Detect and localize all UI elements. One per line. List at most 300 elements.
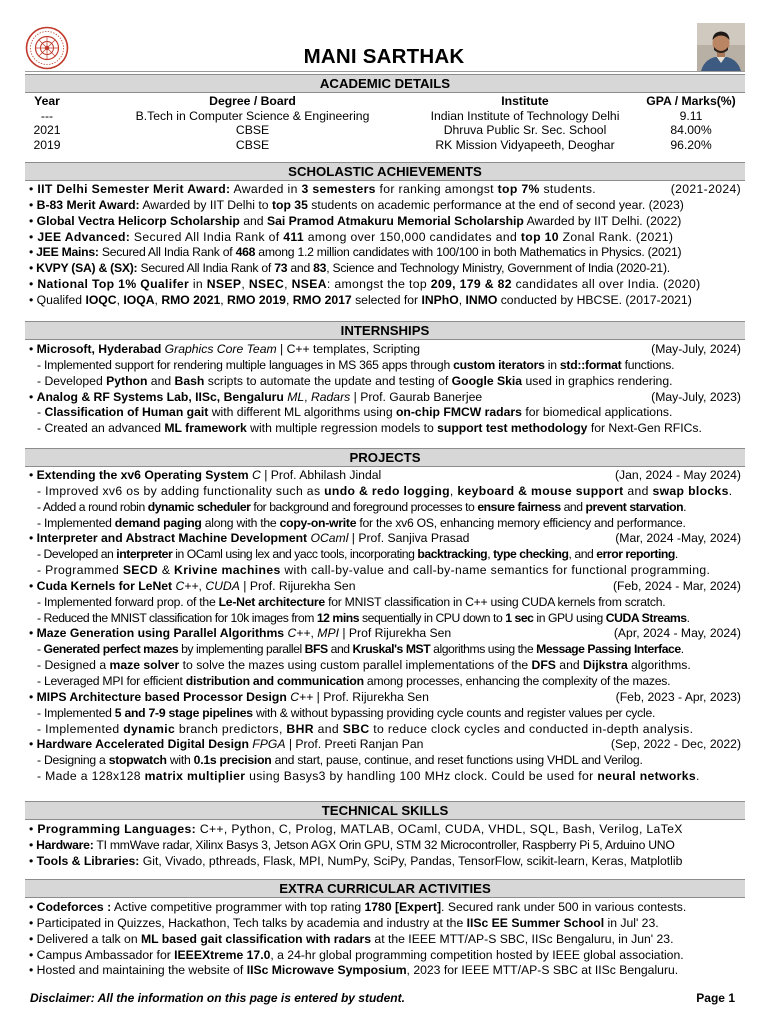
list-item-detail — [29, 674, 741, 690]
text-run: - Developed an — [37, 547, 117, 562]
text-run: neural networks — [597, 769, 697, 784]
text-run: type checking — [493, 547, 569, 562]
text-run: JEE Mains: — [36, 245, 99, 260]
page-number: Page 1 — [696, 991, 735, 1005]
text-run: - — [37, 405, 45, 420]
list-item — [29, 214, 741, 230]
text-run: to solve the mazes using custom parallel implementations of the — [179, 658, 532, 673]
text-run: algorithms. — [627, 658, 691, 673]
text-run: Awarded by IIT Delhi. (2022) — [523, 213, 682, 228]
text-run: and — [623, 483, 653, 498]
bullet-icon: • — [29, 531, 37, 546]
text-run: - Implemented support for rendering multiple languages in MS 365 apps through — [37, 357, 454, 372]
list-item-detail — [29, 753, 741, 769]
list-item — [29, 737, 741, 753]
text-run: 209, 179 & 82 — [430, 277, 512, 292]
header-divider — [25, 71, 745, 72]
text-run: Programming Languages: — [37, 822, 197, 836]
list-item — [29, 245, 741, 261]
text-run: , — [285, 292, 293, 307]
bullet-icon: • — [29, 578, 37, 593]
list-item-detail — [29, 516, 741, 532]
text-run: undo & redo logging — [324, 483, 450, 498]
header-degree: Degree / Board — [209, 94, 296, 108]
section-extra-curricular: EXTRA CURRICULAR ACTIVITIES — [25, 879, 745, 898]
text-run: Kruskal's MST — [352, 642, 431, 657]
text-run: TI mmWave radar, Xilinx Basys 3, Jetson AGX Orin GPU, STM 32 Microcontroller, Raspberry Pi 5, Arduino UNO — [93, 837, 675, 852]
text-run: , — [449, 483, 458, 498]
text-run: FPGA — [252, 737, 286, 752]
list-item — [29, 230, 741, 246]
bullet-icon: • — [29, 947, 37, 962]
text-run: with & without bypassing providing cycle counts and register values per cycle. — [252, 705, 656, 720]
text-run: - Designing a — [37, 753, 109, 768]
list-item — [29, 838, 741, 854]
text-run: for Next-Gen RFICs. — [587, 421, 702, 436]
candidate-name: MANI SARTHAK — [303, 45, 465, 68]
text-run: Bash — [174, 373, 205, 388]
bullet-icon: • — [29, 468, 37, 482]
text-run: KVPY (SA) & (SX): — [36, 261, 138, 276]
list-item — [29, 626, 741, 642]
date-range: (Jan, 2024 - May 2024) — [614, 468, 741, 482]
text-run: C++, Python, C, Prolog, MATLAB, OCaml, CUDA, VHDL, SQL, Bash, Verilog, LaTeX — [196, 822, 683, 836]
text-run: - Implemented — [37, 705, 115, 720]
list-item-detail — [29, 722, 741, 738]
text-run: - — [37, 642, 44, 657]
text-run: Codeforces : — [36, 900, 112, 914]
list-item-detail — [29, 563, 741, 579]
text-run: 83 — [313, 261, 327, 276]
text-run: - Made a 128x128 — [37, 769, 145, 784]
text-run: - Implemented — [37, 515, 115, 530]
text-run: Hardware: — [36, 837, 94, 852]
text-run: with — [166, 753, 194, 768]
text-run: | Prof Rijurekha Sen — [338, 626, 452, 641]
internship-list — [29, 342, 741, 437]
list-item — [29, 182, 741, 198]
text-run: IOQA — [123, 292, 155, 307]
section-internships: INTERNSHIPS — [25, 321, 745, 340]
text-run: Git, Vivado, pthreads, Flask, MPI, NumPy, SciPy, Pandas, TensorFlow, scikit-learn, Keras, Matplotlib — [139, 853, 683, 868]
bullet-icon: • — [29, 292, 37, 307]
text-run: | Prof. Rijurekha Sen — [313, 689, 429, 704]
scholastic-list — [29, 182, 741, 309]
text-run: - Designed a — [37, 658, 110, 673]
text-run: Sai Pramod Atmakuru Memorial Scholarship — [266, 213, 524, 228]
text-run: and — [287, 261, 314, 276]
text-run: National Top 1% Qualifer — [37, 277, 190, 292]
text-run: branch predictors, — [175, 721, 287, 736]
date-range: (Apr, 2024 - May, 2024) — [613, 626, 741, 641]
text-run: . — [696, 769, 700, 784]
text-run: 0.1s precision — [193, 753, 272, 768]
text-run: RMO 2017 — [292, 292, 352, 307]
text-run: used in graphics rendering. — [522, 373, 673, 388]
text-run: , — [304, 389, 311, 404]
text-run: and — [313, 721, 343, 736]
text-run: C++ — [287, 626, 311, 641]
date-range: (Sep, 2022 - Dec, 2022) — [610, 737, 741, 752]
list-item — [29, 948, 741, 964]
header-institute: Institute — [501, 94, 549, 108]
list-item-detail — [29, 500, 741, 516]
text-run: students on academic performance at the end of second year. (2023) — [307, 197, 684, 212]
text-run: | Prof. Preeti Ranjan Pan — [285, 737, 424, 752]
text-run: at the IEEE MTT/AP-S SBC, IISc Bengaluru, in Jun' 23. — [371, 931, 674, 946]
text-run: ensure fairness — [477, 499, 561, 514]
list-item-detail — [29, 706, 741, 722]
text-run: support test methodology — [437, 421, 588, 436]
text-run: C++ — [290, 689, 314, 704]
year-cell: 2019 — [33, 137, 61, 152]
text-run: - Added a round robin — [37, 499, 148, 514]
bullet-icon: • — [29, 689, 37, 704]
section-scholastic-achievements: SCHOLASTIC ACHIEVEMENTS — [25, 162, 745, 181]
text-run: , a 24-hr global programming competition hosted by IEEE global association. — [270, 947, 684, 962]
list-item-detail — [29, 658, 741, 674]
date-range: (2021-2024) — [670, 182, 741, 196]
bullet-icon: • — [29, 261, 37, 276]
list-item-detail — [29, 358, 741, 374]
text-run: RMO 2019 — [227, 292, 286, 307]
bullet-icon: • — [29, 931, 37, 946]
text-run: error reporting — [596, 547, 675, 562]
list-item-detail — [29, 484, 741, 500]
text-run: SBC — [342, 721, 370, 736]
text-run: 411 — [283, 229, 304, 244]
text-run: | Prof. Rijurekha Sen — [239, 578, 356, 593]
institute-cell: Indian Institute of Technology Delhi — [430, 108, 620, 123]
text-run: ML framework — [164, 421, 247, 436]
text-run: : amongst the top — [326, 277, 431, 292]
degree-cell: CBSE — [235, 123, 270, 138]
text-run: Le-Net architecture — [218, 594, 325, 609]
text-run: backtracking — [417, 547, 488, 562]
header-year: Year — [34, 94, 60, 108]
gpa-cell: 96.20% — [670, 137, 712, 152]
text-run: Participated in Quizzes, Hackathon, Tech talks by academia and industry at the — [36, 915, 467, 930]
text-run: algorithms using the — [430, 642, 537, 657]
list-item-detail — [29, 421, 741, 437]
text-run: top 10 — [520, 229, 559, 244]
list-item — [29, 963, 741, 979]
text-run: in GPU using — [533, 610, 606, 625]
text-run: with call-by-value and call-by-name semantics for functional programming. — [280, 563, 711, 578]
list-item — [29, 854, 741, 870]
section-projects: PROJECTS — [25, 448, 745, 467]
text-run: - Developed — [37, 373, 107, 388]
text-run: NSEP — [206, 277, 242, 292]
text-run: B-83 Merit Award: — [36, 197, 140, 212]
text-run: CUDA — [205, 578, 240, 593]
bullet-icon: • — [29, 389, 37, 404]
text-run: for MNIST classification in C++ using CUDA kernels from scratch. — [324, 594, 666, 609]
text-run: ML — [287, 389, 305, 404]
text-run: Krivine machines — [174, 563, 281, 578]
list-item — [29, 579, 741, 595]
bullet-icon: • — [29, 277, 38, 292]
institute-cell: Dhruva Public Sr. Sec. School — [443, 123, 607, 138]
degree-cell: CBSE — [235, 137, 270, 152]
text-run: IISc EE Summer School — [466, 915, 605, 930]
list-item-detail — [29, 374, 741, 390]
list-item — [29, 822, 741, 838]
text-run: conducted by HBCSE. (2017-2021) — [497, 292, 692, 307]
text-run: along with the — [201, 515, 280, 530]
text-run: for ranking amongst — [375, 182, 498, 196]
list-item-detail — [29, 642, 741, 658]
text-run: interpreter — [116, 547, 173, 562]
text-run: Message Passing Interface — [536, 642, 681, 657]
text-run: top 7% — [497, 182, 540, 196]
list-item — [29, 932, 741, 948]
text-run: 3 semesters — [301, 182, 376, 196]
text-run: top 35 — [271, 197, 308, 212]
list-item — [29, 900, 741, 916]
text-run: , and — [568, 547, 597, 562]
text-run: in — [189, 277, 207, 292]
text-run: , — [220, 292, 228, 307]
list-item — [29, 342, 741, 358]
text-run: - Created an advanced — [37, 421, 165, 436]
text-run: Microsoft, Hyderabad — [36, 342, 162, 356]
degree-cell: B.Tech in Computer Science & Engineering — [135, 108, 370, 123]
bullet-icon: • — [29, 963, 37, 978]
text-run: maze solver — [109, 658, 180, 673]
text-run: Maze Generation using Parallel Algorithms — [36, 626, 285, 641]
text-run: 1780 [Expert] — [364, 900, 442, 914]
bullet-icon: • — [29, 182, 38, 196]
academic-row — [25, 123, 745, 138]
text-run: - Reduced the MNIST classification for 10k images from — [37, 610, 317, 625]
text-run: Secured All India Rank of — [137, 261, 275, 276]
text-run: Hardware Accelerated Digital Design — [36, 737, 249, 752]
text-run: dynamic — [123, 721, 176, 736]
text-run: on-chip FMCW radars — [395, 405, 522, 420]
text-run: - Programmed — [37, 563, 123, 578]
text-run: , — [116, 292, 124, 307]
text-run: BHR — [286, 721, 314, 736]
text-run: by implementing parallel — [178, 642, 305, 657]
institute-cell: RK Mission Vidyapeeth, Deoghar — [435, 137, 615, 152]
gpa-cell: 84.00% — [670, 123, 712, 138]
text-run: dynamic scheduler — [147, 499, 251, 514]
disclaimer: Disclaimer: All the information on this page is entered by student. — [30, 991, 405, 1005]
list-item — [29, 468, 741, 484]
text-run: sequentially in CPU down to — [359, 610, 506, 625]
text-run: CUDA Streams — [605, 610, 687, 625]
text-run: | Prof. Gaurab Banerjee — [350, 389, 483, 404]
text-run: Awarded in — [230, 182, 302, 196]
text-run: keyboard & mouse support — [457, 483, 624, 498]
list-item-detail — [29, 595, 741, 611]
text-run: , — [310, 626, 318, 641]
text-run: , — [284, 277, 292, 292]
date-range: (Mar, 2024 -May, 2024) — [615, 531, 741, 546]
text-run: functions. — [621, 357, 675, 372]
text-run: stopwatch — [108, 753, 167, 768]
text-run: IIT Delhi Semester Merit Award: — [37, 182, 231, 196]
text-run: Analog & RF Systems Lab, IISc, Bengaluru — [36, 389, 284, 404]
date-range: (Feb, 2023 - Apr, 2023) — [615, 689, 741, 704]
text-run: - Implemented forward prop. of the — [37, 594, 219, 609]
list-item — [29, 293, 741, 309]
bullet-icon: • — [29, 737, 37, 752]
text-run: and — [560, 499, 586, 514]
text-run: | Prof. Abhilash Jindal — [260, 468, 382, 482]
text-run: and — [555, 658, 584, 673]
text-run: using Basys3 by handling 100 MHz clock. Could be used for — [245, 769, 598, 784]
text-run: RMO 2021 — [161, 292, 221, 307]
text-run: . — [674, 547, 678, 562]
bullet-icon: • — [29, 213, 37, 228]
text-run: OCaml — [310, 531, 349, 546]
text-run: Google Skia — [451, 373, 523, 388]
text-run: among 1.2 million candidates with 100/100 in both Mathematics in Physics. (2021) — [255, 245, 682, 260]
text-run: . — [686, 610, 690, 625]
bullet-icon: • — [29, 197, 37, 212]
text-run: . — [728, 483, 733, 498]
text-run: std::format — [559, 357, 622, 372]
text-run: for biomedical applications. — [521, 405, 673, 420]
text-run: 73 — [274, 261, 288, 276]
text-run: , 2023 for IEEE MTT/AP-S SBC at IISc Bengaluru. — [406, 963, 679, 978]
text-run: Graphics Core Team — [164, 342, 277, 356]
text-run: Delivered a talk on — [36, 931, 141, 946]
text-run: - Improved xv6 os by adding functionality such as — [37, 483, 325, 498]
text-run: students. — [539, 182, 597, 196]
skills-list — [29, 822, 741, 870]
section-technical-skills: TECHNICAL SKILLS — [25, 801, 745, 820]
list-item-detail — [29, 769, 741, 785]
bullet-icon: • — [29, 915, 37, 930]
text-run: among over 150,000 candidates and — [303, 229, 521, 244]
text-run: custom iterators — [453, 357, 545, 372]
text-run: Python — [106, 373, 148, 388]
text-run: C++ — [175, 578, 199, 593]
text-run: & — [158, 563, 175, 578]
bullet-icon: • — [29, 245, 37, 260]
text-run: - Leveraged MPI for efficient — [37, 673, 186, 688]
text-run: copy-on-write — [279, 515, 357, 530]
project-list — [29, 468, 741, 785]
text-run: Generated perfect mazes — [43, 642, 179, 657]
text-run: , Science and Technology Ministry, Government of India (2020-21). — [326, 261, 670, 276]
text-run: and start, pause, continue, and reset functions using VHDL and Verilog. — [271, 753, 643, 768]
text-run: | Prof. Sanjiva Prasad — [348, 531, 470, 546]
list-item — [29, 277, 741, 293]
list-item-detail — [29, 405, 741, 421]
text-run: Interpreter and Abstract Machine Development — [36, 531, 308, 546]
text-run: among processes, enhancing the complexity of the mazes. — [363, 673, 671, 688]
academic-header-row — [25, 94, 745, 109]
text-run: with different ML algorithms using — [208, 405, 396, 420]
text-run: SECD — [122, 563, 159, 578]
text-run: Qualifed — [36, 292, 86, 307]
list-item — [29, 390, 741, 406]
text-run: , — [241, 277, 249, 292]
list-item — [29, 690, 741, 706]
section-academic-details: ACADEMIC DETAILS — [25, 74, 745, 93]
extra-curricular-list — [29, 900, 741, 979]
text-run: Radars — [310, 389, 351, 404]
text-run: Dijkstra — [583, 658, 628, 673]
list-item — [29, 916, 741, 932]
text-run: ML based gait classification with radars — [140, 931, 372, 946]
text-run: Hosted and maintaining the website of — [36, 963, 247, 978]
text-run: Active competitive programmer with top rating — [111, 900, 365, 914]
text-run: and — [327, 642, 353, 657]
text-run: MIPS Architecture based Processor Design — [36, 689, 287, 704]
text-run: Global Vectra Helicorp Scholarship — [36, 213, 240, 228]
text-run: | C++ templates, Scripting — [276, 342, 421, 356]
text-run: demand paging — [114, 515, 202, 530]
bullet-icon: • — [29, 342, 37, 356]
text-run: MPI — [317, 626, 339, 641]
bullet-icon: • — [29, 853, 37, 868]
text-run: C — [252, 468, 261, 482]
gpa-cell: 9.11 — [679, 108, 703, 123]
text-run: 468 — [235, 245, 256, 260]
text-run: NSEA — [291, 277, 327, 292]
text-run: distribution and communication — [185, 673, 364, 688]
text-run: with multiple regression models to — [246, 421, 438, 436]
list-item-detail — [29, 547, 741, 563]
text-run: , — [458, 292, 466, 307]
text-run: , — [487, 547, 494, 562]
text-run: INMO — [465, 292, 498, 307]
text-run: JEE Advanced: — [37, 229, 131, 244]
text-run: for background and foreground processes to — [250, 499, 478, 514]
text-run: Extending the xv6 Operating System — [36, 468, 249, 482]
text-run: BFS — [304, 642, 328, 657]
list-item-detail — [29, 611, 741, 627]
date-range: (May-July, 2024) — [651, 342, 741, 356]
text-run: Cuda Kernels for LeNet — [36, 578, 173, 593]
text-run: Awarded by IIT Delhi to — [139, 197, 272, 212]
text-run: in — [544, 357, 560, 372]
date-range: (Feb, 2024 - Mar, 2024) — [612, 578, 741, 593]
text-run: 1 sec — [505, 610, 534, 625]
text-run: Campus Ambassador for — [36, 947, 175, 962]
academic-table — [25, 94, 745, 152]
text-run: . Secured rank under 500 in various contests. — [441, 900, 687, 914]
list-item — [29, 531, 741, 547]
text-run: Secured All India Rank of — [130, 229, 284, 244]
text-run: - Implemented — [37, 721, 124, 736]
bullet-icon: • — [29, 626, 37, 641]
header-gpa: GPA / Marks(%) — [646, 94, 736, 108]
text-run: matrix multiplier — [144, 769, 246, 784]
year-cell: 2021 — [33, 123, 61, 138]
text-run: IEEEXtreme 17.0 — [174, 947, 271, 962]
text-run: prevent starvation — [585, 499, 684, 514]
text-run: in OCaml using lex and yacc tools, incorporating — [172, 547, 418, 562]
bullet-icon: • — [29, 229, 38, 244]
date-range: (May-July, 2023) — [651, 389, 741, 404]
text-run: and — [147, 373, 175, 388]
text-run: IOQC — [85, 292, 117, 307]
bullet-icon: • — [29, 837, 37, 852]
text-run: IISc Microwave Symposium — [246, 963, 407, 978]
list-item — [29, 261, 741, 277]
year-cell: --- — [40, 108, 54, 123]
text-run: Tools & Libraries: — [36, 853, 140, 868]
text-run: for the xv6 OS, enhancing memory efficiency and performance. — [356, 515, 686, 530]
text-run: 5 and 7-9 stage pipelines — [114, 705, 253, 720]
text-run: . — [680, 642, 684, 657]
